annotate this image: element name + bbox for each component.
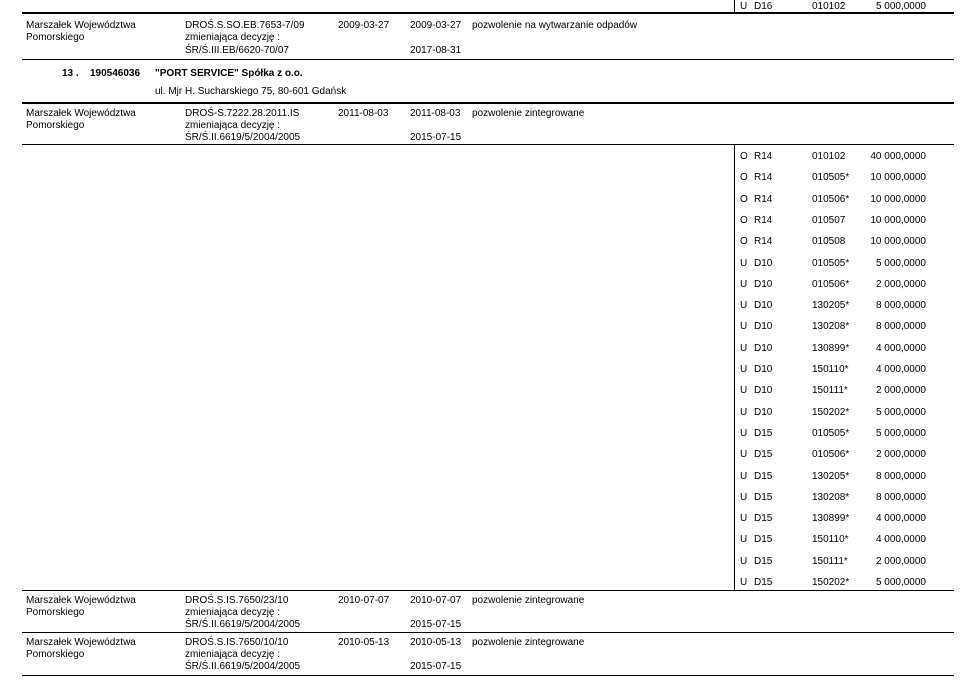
company-address: ul. Mjr H. Sucharskiego 75, 80-601 Gdańsk [155,86,347,97]
row-flag: U [740,364,748,375]
row-code: D10 [754,258,773,269]
row-code: D10 [754,364,773,375]
row-waste-code: 010505* [812,428,850,439]
row-waste-code: 010505* [812,172,850,183]
row-waste-code: 130208* [812,321,850,332]
row-flag: U [740,534,748,545]
row-amount: 5 000,0000 [875,407,926,418]
row-code: D10 [754,385,773,396]
row-flag: U [740,300,748,311]
amended-decision-number: ŚR/Ś.II.6619/5/2004/2005 [185,661,301,672]
row-waste-code: 010506* [812,279,850,290]
row-amount: 4 000,0000 [875,513,926,524]
row-waste-code: 150111* [812,385,848,396]
issuer-name: Marszałek Województwa [26,595,136,606]
issuer-region: Pomorskiego [26,32,85,43]
row-amount: 8 000,0000 [875,492,926,503]
row-flag: O [740,236,748,247]
row-code: D15 [754,513,773,524]
decision-number: DROŚ-S.7222.28.2011.IS [185,108,300,119]
row-code: R14 [754,172,773,183]
row-code: D10 [754,343,773,354]
row-code: R14 [754,194,773,205]
amends-label: zmieniająca decyzję : [185,649,281,660]
row-flag: O [740,172,748,183]
row-waste-code: 130205* [812,300,850,311]
row-code: D15 [754,449,773,460]
row-amount: 8 000,0000 [875,471,926,482]
row-code: D10 [754,407,773,418]
row-flag: U [740,513,748,524]
row-code: D15 [754,556,773,567]
row-waste-code: 130899* [812,343,850,354]
row-amount: 2 000,0000 [875,449,926,460]
row-waste-code: 010506* [812,194,850,205]
row-code: R14 [754,236,773,247]
row-amount: 8 000,0000 [875,321,926,332]
company-number: 13 . [62,68,79,79]
row-code: R14 [754,215,773,226]
row-amount: 10 000,0000 [870,194,926,205]
valid-from-date: 2009-03-27 [410,20,462,31]
row-flag: U [740,279,748,290]
row-amount: 5 000,0000 [875,1,926,12]
row-flag: U [740,385,748,396]
amends-label: zmieniająca decyzję : [185,120,281,131]
row-code: D15 [754,471,773,482]
amended-decision-number: ŚR/Ś.II.6619/5/2004/2005 [185,619,301,630]
issuer-name: Marszałek Województwa [26,108,136,119]
row-flag: O [740,151,748,162]
valid-to-date: 2015-07-15 [410,619,462,630]
row-code: D15 [754,428,773,439]
row-waste-code: 150110* [812,534,849,545]
valid-to-date: 2015-07-15 [410,132,462,143]
issuer-name: Marszałek Województwa [26,20,136,31]
row-waste-code: 010102 [812,1,846,12]
row-waste-code: 010508 [812,236,846,247]
row-flag: O [740,215,748,226]
amended-decision-number: ŚR/Ś.II.6619/5/2004/2005 [185,132,301,143]
row-waste-code: 130205* [812,471,850,482]
row-code: D10 [754,279,773,290]
divider [22,632,954,633]
issuer-name: Marszałek Województwa [26,637,136,648]
row-waste-code: 150202* [812,577,850,588]
row-waste-code: 130899* [812,513,850,524]
issue-date: 2009-03-27 [338,20,390,31]
row-amount: 10 000,0000 [870,172,926,183]
valid-to-date: 2015-07-15 [410,661,462,672]
row-amount: 4 000,0000 [875,534,926,545]
decision-number: DROŚ.S.IS.7650/23/10 [185,595,289,606]
row-waste-code: 150111* [812,556,848,567]
row-flag: U [740,258,748,269]
issue-date: 2010-05-13 [338,637,390,648]
valid-from-date: 2011-08-03 [410,108,461,119]
row-waste-code: 010506* [812,449,850,460]
amended-decision-number: ŚR/Ś.III.EB/6620-70/07 [185,45,289,56]
amends-label: zmieniająca decyzję : [185,32,281,43]
row-waste-code: 150202* [812,407,850,418]
row-waste-code: 150110* [812,364,849,375]
divider [22,12,954,14]
issuer-region: Pomorskiego [26,120,85,131]
row-amount: 5 000,0000 [875,577,926,588]
row-code: R14 [754,151,773,162]
permit-type: pozwolenie zintegrowane [472,108,585,119]
row-waste-code: 010507 [812,215,846,226]
row-amount: 2 000,0000 [875,385,926,396]
issue-date: 2010-07-07 [338,595,390,606]
valid-to-date: 2017-08-31 [410,45,462,56]
row-code: D16 [754,1,773,12]
issue-date: 2011-08-03 [338,108,389,119]
row-amount: 5 000,0000 [875,258,926,269]
permit-type: pozwolenie zintegrowane [472,595,585,606]
row-flag: U [740,492,748,503]
divider [22,59,954,60]
issuer-region: Pomorskiego [26,649,85,660]
row-flag: O [740,194,748,205]
column-divider [734,144,735,590]
valid-from-date: 2010-05-13 [410,637,462,648]
decision-number: DROŚ.S.IS.7650/10/10 [185,637,289,648]
row-code: D15 [754,577,773,588]
row-amount: 40 000,0000 [870,151,926,162]
row-amount: 2 000,0000 [875,279,926,290]
row-waste-code: 130208* [812,492,850,503]
company-name: "PORT SERVICE" Spółka z o.o. [155,68,303,79]
row-amount: 10 000,0000 [870,236,926,247]
divider [22,102,954,104]
row-code: D10 [754,300,773,311]
row-waste-code: 010505* [812,258,850,269]
row-flag: U [740,471,748,482]
row-amount: 2 000,0000 [875,556,926,567]
row-flag: U [740,428,748,439]
row-amount: 4 000,0000 [875,343,926,354]
row-code: D15 [754,492,773,503]
divider [22,590,954,591]
row-flag: U [740,343,748,354]
row-amount: 5 000,0000 [875,428,926,439]
permit-type: pozwolenie na wytwarzanie odpadów [472,20,638,31]
row-flag: U [740,321,748,332]
divider [22,675,954,676]
issuer-region: Pomorskiego [26,607,85,618]
decision-number: DROŚ.S.SO.EB.7653-7/09 [185,20,305,31]
amends-label: zmieniająca decyzję : [185,607,281,618]
company-regon: 190546036 [90,68,141,79]
row-code: D10 [754,321,773,332]
valid-from-date: 2010-07-07 [410,595,462,606]
row-flag: U [740,577,748,588]
permit-type: pozwolenie zintegrowane [472,637,585,648]
row-amount: 8 000,0000 [875,300,926,311]
row-amount: 10 000,0000 [870,215,926,226]
row-flag: U [740,449,748,460]
row-flag: U [740,1,748,12]
row-amount: 4 000,0000 [875,364,926,375]
row-flag: U [740,556,748,567]
row-flag: U [740,407,748,418]
row-waste-code: 010102 [812,151,846,162]
divider [22,144,954,145]
row-code: D15 [754,534,773,545]
